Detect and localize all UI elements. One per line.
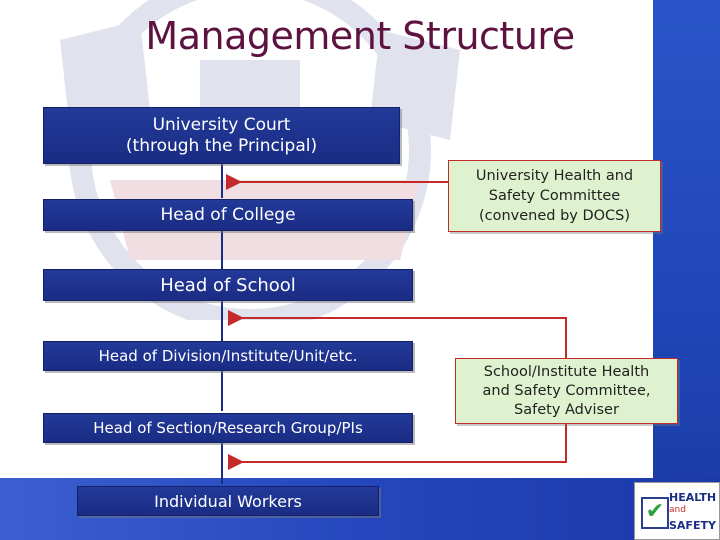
head-of-section-label: Head of Section/Research Group/PIs [93,419,363,437]
head-of-section-box [43,413,413,443]
university-court-box [43,107,400,164]
side-band [653,0,720,540]
head-of-college-label: Head of College [160,205,296,225]
head-of-division-box [43,341,413,371]
head-of-college-box [43,199,413,231]
individual-workers-label: Individual Workers [154,491,302,511]
university-committee-box [448,160,661,232]
logo-word-and: and [669,505,686,515]
university-committee-label: University Health and Safety Committee (convened by DOCS) [475,168,634,224]
logo-word-health: HEALTH [669,491,717,504]
head-of-division-label: Head of Division/Institute/Unit/etc. [98,347,358,365]
checkmark-icon: ✔ [641,497,669,529]
university-court-label: University Court (through the Principal) [125,114,318,156]
logo-word-safety: SAFETY [669,519,716,532]
health-and-safety-logo [634,482,720,540]
head-of-school-box [43,269,413,301]
school-committee-box [455,358,678,424]
school-committee-label: School/Institute Health and Safety Committee, Safety Adviser [482,363,651,418]
page-title: Management Structure [145,14,575,58]
individual-workers-box [77,486,379,516]
head-of-school-label: Head of School [160,274,296,296]
